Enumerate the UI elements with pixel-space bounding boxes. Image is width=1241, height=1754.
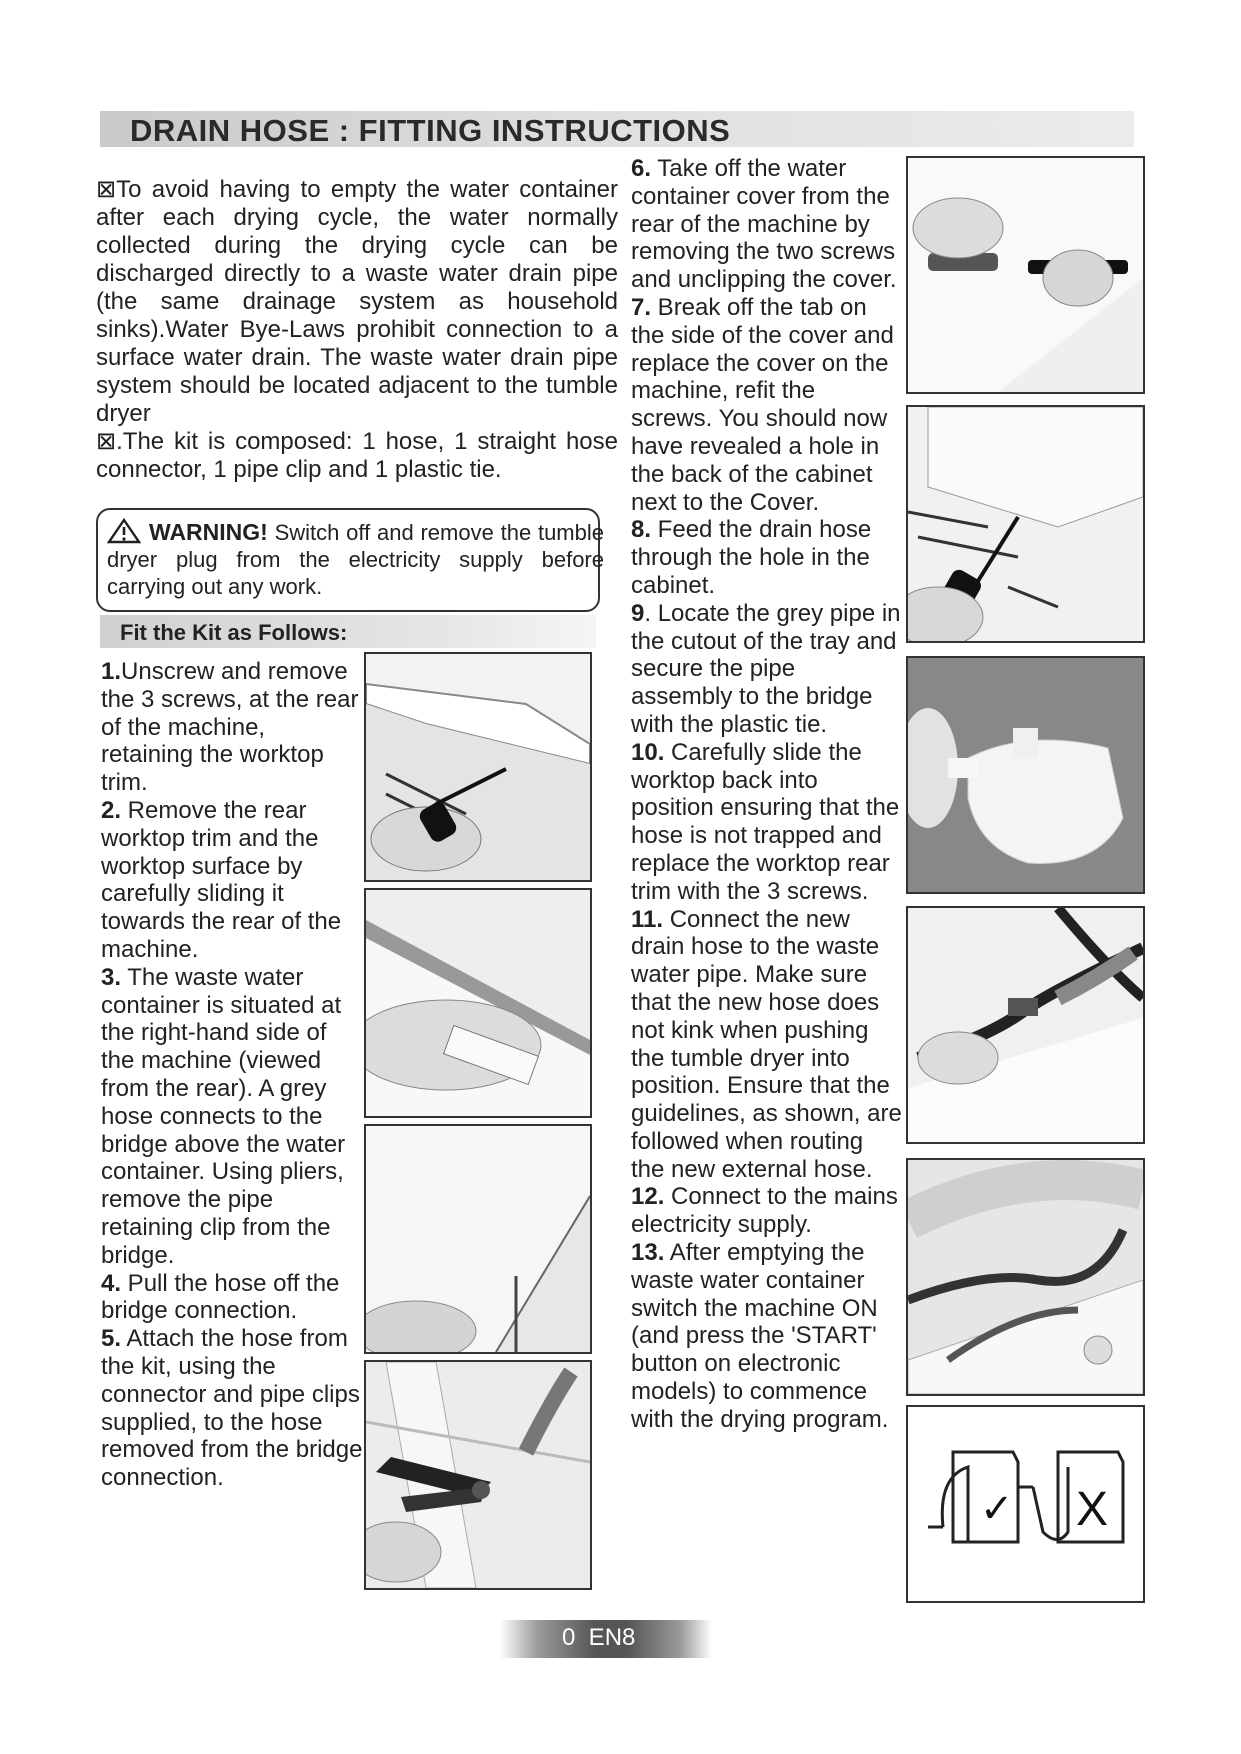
warning-message: Switch off and remove the tumble dryer plug from the electricity supply before carrying out any work.	[107, 520, 604, 599]
cross-mark-icon: X	[1076, 1483, 1109, 1536]
photo-pliers-clip	[364, 1360, 592, 1590]
photo-hose-guidelines	[906, 1158, 1145, 1396]
step-2: 2. Remove the rear worktop trim and the worktop surface by carefully sliding it towards the rear of the machine.	[101, 796, 342, 963]
photo-remove-cover	[906, 156, 1145, 394]
intro-paragraph-1: ⊠To avoid having to empty the water container after each drying cycle, the water normally collected during the drying cycle can be discharged directly to a waste water drain pipe (the same drainage system as household sinks).Water Bye-Laws prohibit connection to a surface water drain. The waste water drain pipe system should be located adjacent to the tumble dryer	[96, 176, 618, 427]
photo-slide-worktop	[364, 888, 592, 1118]
page-title: DRAIN HOSE : FITTING INSTRUCTIONS	[130, 113, 731, 148]
step-7: 7. Break off the tab on the side of the cover and replace the cover on the machine, refit the screws. You should now have revealed a hole in the back of the cabinet next to the Cover.	[631, 293, 894, 516]
correct-incorrect-routing-icon	[908, 1407, 1143, 1601]
warning-label: WARNING!	[149, 519, 268, 545]
photo-hose-route	[906, 906, 1145, 1144]
fit-kit-heading: Fit the Kit as Follows:	[120, 620, 348, 645]
hose-routing-diagram	[906, 1405, 1145, 1603]
page-number: 0 EN8	[562, 1624, 636, 1651]
warning-text	[107, 518, 604, 600]
step-12: 12. Connect to the mains electricity supply.	[631, 1183, 898, 1239]
step-10: 10. Carefully slide the worktop back into position ensuring that the hose is not trapped and replace the worktop rear trim with the 3 screws.	[631, 738, 900, 905]
intro-paragraph-2: ⊠.The kit is composed: 1 hose, 1 straight hose connector, 1 pipe clip and 1 plastic tie.	[96, 428, 618, 483]
step-3: 3. The waste water container is situated at the right-hand side of the machine (viewed from the rear). A grey hose connects to the bridge above the water container. Using pliers, remove the pipe retaining clip from the bridge.	[101, 963, 346, 1269]
photo-water-container	[364, 1124, 592, 1354]
intro-text	[96, 176, 618, 484]
step-5: 5. Attach the hose from the kit, using the connector and pipe clips supplied, to the hose removed from the bridge connection.	[101, 1325, 363, 1492]
photo-grey-pipe	[906, 656, 1145, 894]
step-4: 4. Pull the hose off the bridge connection.	[101, 1269, 340, 1325]
photo-unscrew-trim	[364, 652, 592, 882]
photo-break-tab	[906, 405, 1145, 643]
step-1: 1.Unscrew and remove the 3 screws, at the rear of the machine, retaining the worktop trim.	[101, 658, 359, 797]
step-13: 13. After emptying the waste water container switch the machine ON (and press the 'START' button on electronic models) to commence with the drying program.	[631, 1239, 889, 1433]
step-8: 8. Feed the drain hose through the hole in the cabinet.	[631, 516, 872, 599]
right-steps	[631, 155, 903, 1434]
left-steps	[101, 658, 363, 1492]
check-mark-icon: ✓	[980, 1486, 1014, 1532]
warning-triangle-icon	[107, 518, 141, 544]
step-9: 9. Locate the grey pipe in the cutout of the tray and secure the pipe assembly to the bridge with the plastic tie.	[631, 599, 901, 738]
step-6: 6. Take off the water container cover from the rear of the machine by removing the two screws and unclipping the cover.	[631, 155, 897, 294]
step-11: 11. Connect the new drain hose to the waste water pipe. Make sure that the new hose does not kink when pushing the tumble dryer into position. Ensure that the guidelines, as shown, are followed when routing the new external hose.	[631, 905, 902, 1183]
